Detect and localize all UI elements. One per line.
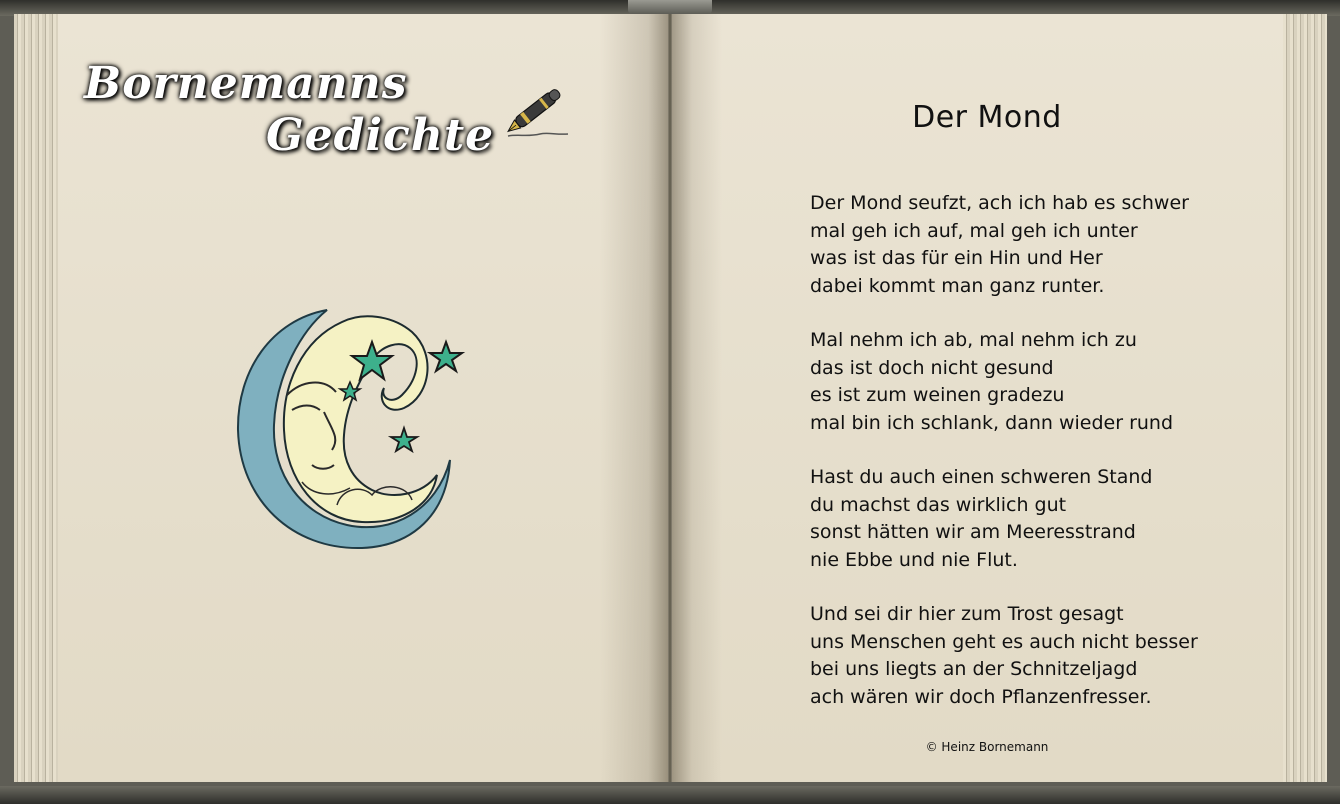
poem-line: Hast du auch einen schweren Stand (810, 466, 1153, 488)
book-spine (668, 14, 672, 782)
poem-line: das ist doch nicht gesund (810, 356, 1054, 379)
site-logo (80, 58, 500, 168)
poem-line: Der Mond seufzt, ach ich hab es schwer (810, 192, 1189, 214)
poem-line: es ist zum weinen gradezu (810, 384, 1065, 406)
stanza (810, 464, 1270, 574)
logo-line-2: Gedichte (266, 110, 495, 161)
poem-body (810, 190, 1270, 738)
stanza (810, 327, 1270, 437)
right-spine-shadow (672, 14, 722, 782)
stanza (810, 190, 1270, 300)
poem-line: mal geh ich auf, mal geh ich unter (810, 219, 1138, 242)
poem-line: was ist das für ein Hin und Her (810, 247, 1103, 269)
poem-line: Mal nehm ich ab, mal nehm ich zu (810, 329, 1137, 351)
stanza (810, 601, 1270, 711)
right-page-edges (1283, 14, 1327, 782)
book-clasp (628, 0, 712, 14)
poem-line: uns Menschen geht es auch nicht besser (810, 630, 1198, 653)
logo-line-1: Bornemanns (84, 58, 408, 109)
moon-illustration (232, 300, 472, 555)
poem-line: mal bin ich schlank, dann wieder rund (810, 411, 1174, 434)
poem-line: bei uns liegts an der Schnitzeljagd (810, 658, 1138, 680)
poem-line: Und sei dir hier zum Trost gesagt (810, 603, 1124, 625)
poem-line: nie Ebbe und nie Flut. (810, 548, 1018, 571)
fountain-pen-icon (498, 74, 576, 140)
book-cover-bottom (0, 786, 1340, 804)
left-page-edges (14, 14, 58, 782)
poem-line: du machst das wirklich gut (810, 493, 1067, 516)
copyright-notice: © Heinz Bornemann (925, 740, 1049, 754)
left-spine-shadow (600, 14, 669, 782)
poem-line: sonst hätten wir am Meeresstrand (810, 521, 1136, 543)
poem-title: Der Mond (912, 100, 1062, 135)
poem-line: ach wären wir doch Pflanzenfresser. (810, 685, 1152, 708)
poem-line: dabei kommt man ganz runter. (810, 274, 1105, 297)
